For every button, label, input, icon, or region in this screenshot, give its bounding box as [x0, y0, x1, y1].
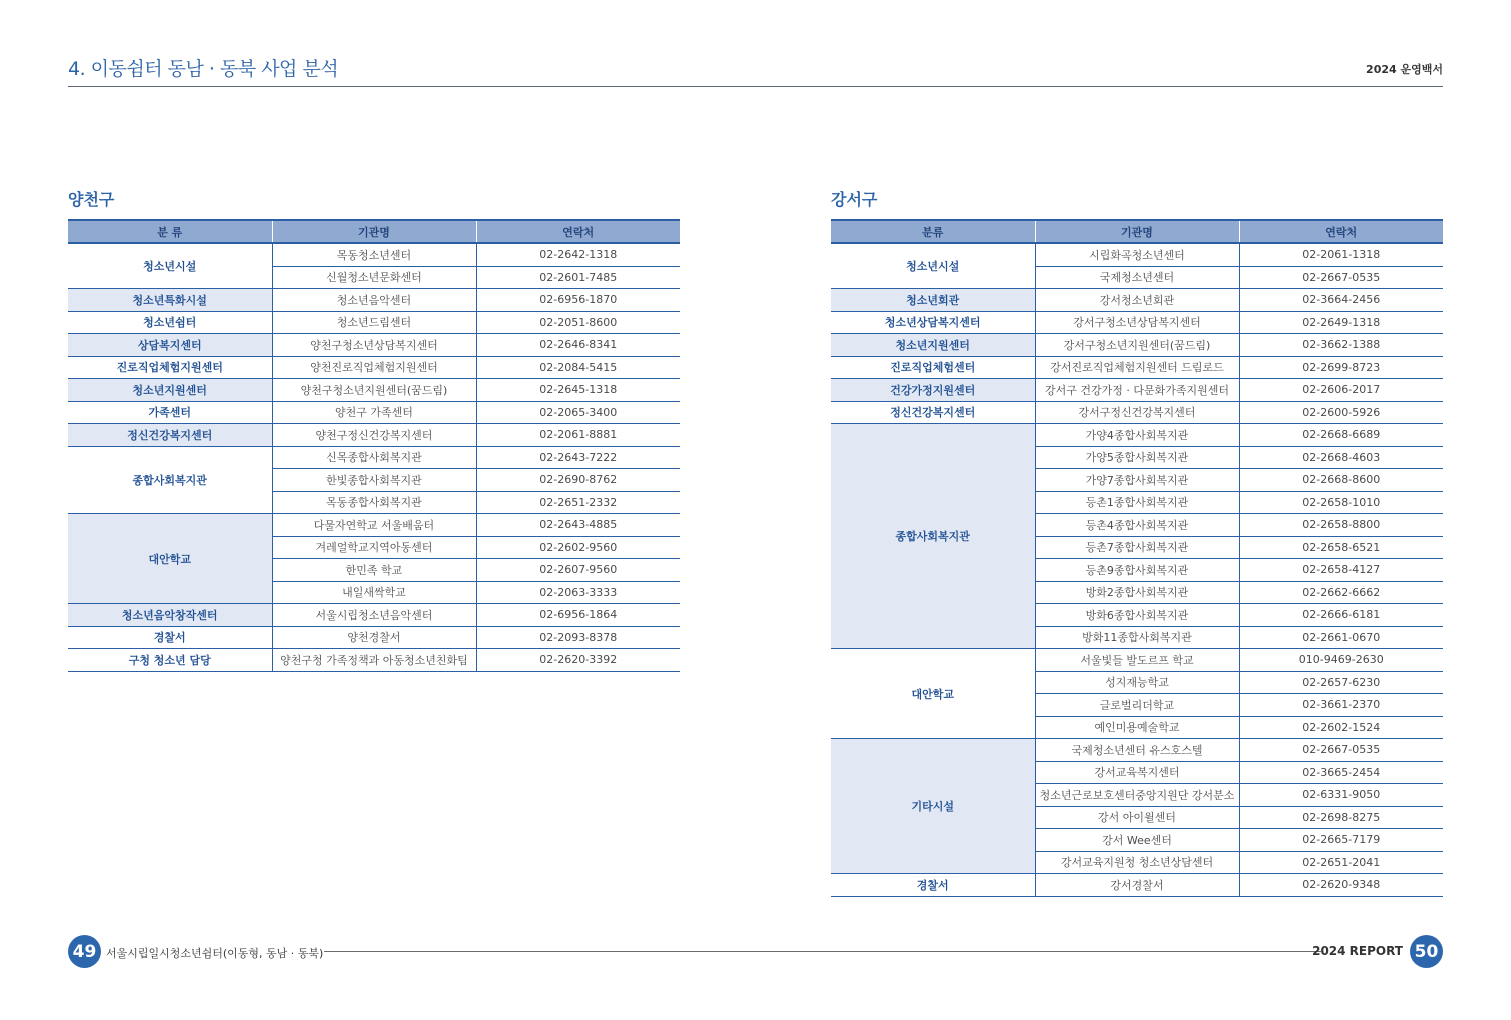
- category-cell: 정신건강복지센터: [68, 424, 272, 447]
- section-title-yangcheon: 양천구: [68, 190, 115, 209]
- phone-number: 02-6956-1864: [476, 604, 680, 627]
- phone-number: 02-2651-2332: [476, 491, 680, 514]
- institution-name: 등촌9종합사회복지관: [1035, 559, 1239, 582]
- table-row: [831, 243, 1443, 266]
- phone-number: 02-2658-6521: [1239, 536, 1443, 559]
- phone-number: 02-2667-0535: [1239, 739, 1443, 762]
- phone-number: 02-2601-7485: [476, 266, 680, 289]
- institution-name: 방화11종합사회복지관: [1035, 626, 1239, 649]
- yangcheon-table: [68, 219, 680, 672]
- gangseo-table: [831, 219, 1443, 897]
- category-cell: 경찰서: [68, 626, 272, 649]
- institution-name: 다물자연학교 서울배움터: [272, 514, 476, 537]
- phone-number: 02-2658-1010: [1239, 491, 1443, 514]
- phone-number: 02-2668-8600: [1239, 469, 1443, 492]
- left-page-number: 49: [68, 935, 101, 968]
- table-row: [68, 311, 680, 334]
- table-row: [68, 424, 680, 447]
- table-row: [831, 356, 1443, 379]
- phone-number: 02-2606-2017: [1239, 379, 1443, 402]
- phone-number: 02-2668-6689: [1239, 424, 1443, 447]
- table-row: [68, 356, 680, 379]
- right-page-number: 50: [1410, 935, 1443, 968]
- column-header-category: 분 류: [68, 220, 272, 243]
- institution-name: 등촌4종합사회복지관: [1035, 514, 1239, 537]
- category-cell: 청소년회관: [831, 289, 1035, 312]
- table-row: [831, 401, 1443, 424]
- table-row: [831, 874, 1443, 897]
- phone-number: 010-9469-2630: [1239, 649, 1443, 672]
- phone-number: 02-2665-7179: [1239, 829, 1443, 852]
- table-row: [68, 379, 680, 402]
- institution-name: 겨레얼학교지역아동센터: [272, 536, 476, 559]
- phone-number: 02-2662-6662: [1239, 581, 1443, 604]
- table-row: [831, 424, 1443, 447]
- phone-number: 02-2602-1524: [1239, 716, 1443, 739]
- phone-number: 02-3662-1388: [1239, 334, 1443, 357]
- institution-name: 등촌7종합사회복지관: [1035, 536, 1239, 559]
- institution-name: 강서경찰서: [1035, 874, 1239, 897]
- category-cell: 경찰서: [831, 874, 1035, 897]
- category-cell: 대안학교: [831, 649, 1035, 739]
- phone-number: 02-2061-8881: [476, 424, 680, 447]
- phone-number: 02-3665-2454: [1239, 761, 1443, 784]
- table-row: [68, 289, 680, 312]
- category-cell: 기타시설: [831, 739, 1035, 874]
- institution-name: 가양4종합사회복지관: [1035, 424, 1239, 447]
- institution-name: 신목종합사회복지관: [272, 446, 476, 469]
- column-header-name: 기관명: [1035, 220, 1239, 243]
- category-cell: 진로직업체험지원센터: [68, 356, 272, 379]
- phone-number: 02-2620-3392: [476, 649, 680, 672]
- phone-number: 02-6331-9050: [1239, 784, 1443, 807]
- table-row: [831, 739, 1443, 762]
- institution-name: 강서교육지원청 청소년상담센터: [1035, 851, 1239, 874]
- table-row: [831, 289, 1443, 312]
- phone-number: 02-2658-8800: [1239, 514, 1443, 537]
- category-cell: 청소년쉼터: [68, 311, 272, 334]
- institution-name: 강서구청소년지원센터(꿈드림): [1035, 334, 1239, 357]
- category-cell: 건강가정지원센터: [831, 379, 1035, 402]
- column-header-phone: 연락처: [1239, 220, 1443, 243]
- institution-name: 강서구정신건강복지센터: [1035, 401, 1239, 424]
- category-cell: 청소년지원센터: [831, 334, 1035, 357]
- phone-number: 02-2649-1318: [1239, 311, 1443, 334]
- phone-number: 02-2666-6181: [1239, 604, 1443, 627]
- category-cell: 종합사회복지관: [831, 424, 1035, 649]
- institution-name: 가양7종합사회복지관: [1035, 469, 1239, 492]
- column-header-phone: 연락처: [476, 220, 680, 243]
- table-row: [68, 401, 680, 424]
- footer-divider: [324, 951, 1321, 952]
- phone-number: 02-2698-8275: [1239, 806, 1443, 829]
- phone-number: 02-2657-6230: [1239, 671, 1443, 694]
- phone-number: 02-2065-3400: [476, 401, 680, 424]
- footer-publication-title: 서울시립일시청소년쉼터(이동형, 동남 · 동북): [106, 947, 324, 960]
- phone-number: 02-3661-2370: [1239, 694, 1443, 717]
- table-row: [68, 514, 680, 537]
- institution-name: 내일새싹학교: [272, 581, 476, 604]
- phone-number: 02-2620-9348: [1239, 874, 1443, 897]
- category-cell: 상담복지센터: [68, 334, 272, 357]
- phone-number: 02-2646-8341: [476, 334, 680, 357]
- institution-name: 양천구청소년지원센터(꿈드림): [272, 379, 476, 402]
- phone-number: 02-2690-8762: [476, 469, 680, 492]
- table-row: [831, 334, 1443, 357]
- institution-name: 청소년드림센터: [272, 311, 476, 334]
- phone-number: 02-2699-8723: [1239, 356, 1443, 379]
- footer-report-label: 2024 REPORT: [1312, 944, 1403, 958]
- institution-name: 한민족 학교: [272, 559, 476, 582]
- table-row: [831, 311, 1443, 334]
- institution-name: 시립화곡청소년센터: [1035, 243, 1239, 266]
- institution-name: 서울시립청소년음악센터: [272, 604, 476, 627]
- phone-number: 02-6956-1870: [476, 289, 680, 312]
- category-cell: 청소년상담복지센터: [831, 311, 1035, 334]
- institution-name: 청소년근로보호센터중앙지원단 강서분소: [1035, 784, 1239, 807]
- institution-name: 서울빛들 발도르프 학교: [1035, 649, 1239, 672]
- phone-number: 02-2061-1318: [1239, 243, 1443, 266]
- column-header-name: 기관명: [272, 220, 476, 243]
- table-row: [68, 649, 680, 672]
- institution-name: 방화2종합사회복지관: [1035, 581, 1239, 604]
- institution-name: 강서교육복지센터: [1035, 761, 1239, 784]
- institution-name: 청소년음악센터: [272, 289, 476, 312]
- institution-name: 목동종합사회복지관: [272, 491, 476, 514]
- phone-number: 02-2093-8378: [476, 626, 680, 649]
- institution-name: 강서청소년회관: [1035, 289, 1239, 312]
- institution-name: 글로벌리더학교: [1035, 694, 1239, 717]
- phone-number: 02-2667-0535: [1239, 266, 1443, 289]
- phone-number: 02-2063-3333: [476, 581, 680, 604]
- institution-name: 한빛종합사회복지관: [272, 469, 476, 492]
- institution-name: 등촌1종합사회복지관: [1035, 491, 1239, 514]
- institution-name: 양천구청 가족정책과 아동청소년친화팀: [272, 649, 476, 672]
- institution-name: 예인미용예술학교: [1035, 716, 1239, 739]
- phone-number: 02-2651-2041: [1239, 851, 1443, 874]
- report-label: 2024 운영백서: [1366, 63, 1443, 76]
- phone-number: 02-2600-5926: [1239, 401, 1443, 424]
- category-cell: 정신건강복지센터: [831, 401, 1035, 424]
- phone-number: 02-2658-4127: [1239, 559, 1443, 582]
- institution-name: 양천구정신건강복지센터: [272, 424, 476, 447]
- institution-name: 강서구 건강가정 · 다문화가족지원센터: [1035, 379, 1239, 402]
- table-row: [68, 604, 680, 627]
- phone-number: 02-2051-8600: [476, 311, 680, 334]
- category-cell: 청소년지원센터: [68, 379, 272, 402]
- phone-number: 02-2643-4885: [476, 514, 680, 537]
- page-title: 4. 이동쉼터 동남 · 동북 사업 분석: [68, 58, 339, 80]
- institution-name: 강서구청소년상담복지센터: [1035, 311, 1239, 334]
- institution-name: 강서진로직업체험지원센터 드림로드: [1035, 356, 1239, 379]
- phone-number: 02-3664-2456: [1239, 289, 1443, 312]
- phone-number: 02-2602-9560: [476, 536, 680, 559]
- category-cell: 청소년특화시설: [68, 289, 272, 312]
- institution-name: 강서 아이윌센터: [1035, 806, 1239, 829]
- section-title-gangseo: 강서구: [831, 190, 878, 209]
- phone-number: 02-2642-1318: [476, 243, 680, 266]
- institution-name: 국제청소년센터: [1035, 266, 1239, 289]
- category-cell: 종합사회복지관: [68, 446, 272, 514]
- table-row: [831, 379, 1443, 402]
- category-cell: 청소년시설: [831, 243, 1035, 289]
- header-divider: [68, 86, 1443, 87]
- table-row: [68, 243, 680, 266]
- institution-name: 성지재능학교: [1035, 671, 1239, 694]
- table-row: [831, 649, 1443, 672]
- institution-name: 강서 Wee센터: [1035, 829, 1239, 852]
- phone-number: 02-2643-7222: [476, 446, 680, 469]
- institution-name: 신월청소년문화센터: [272, 266, 476, 289]
- table-row: [68, 626, 680, 649]
- phone-number: 02-2668-4603: [1239, 446, 1443, 469]
- institution-name: 가양5종합사회복지관: [1035, 446, 1239, 469]
- institution-name: 방화6종합사회복지관: [1035, 604, 1239, 627]
- institution-name: 양천구청소년상담복지센터: [272, 334, 476, 357]
- institution-name: 양천경찰서: [272, 626, 476, 649]
- phone-number: 02-2661-0670: [1239, 626, 1443, 649]
- category-cell: 청소년음악창작센터: [68, 604, 272, 627]
- category-cell: 가족센터: [68, 401, 272, 424]
- column-header-category: 분류: [831, 220, 1035, 243]
- category-cell: 청소년시설: [68, 243, 272, 289]
- institution-name: 국제청소년센터 유스호스텔: [1035, 739, 1239, 762]
- phone-number: 02-2084-5415: [476, 356, 680, 379]
- page-footer: [68, 935, 1443, 969]
- institution-name: 양천진로직업체험지원센터: [272, 356, 476, 379]
- institution-name: 양천구 가족센터: [272, 401, 476, 424]
- table-row: [68, 446, 680, 469]
- category-cell: 진로직업체험센터: [831, 356, 1035, 379]
- phone-number: 02-2607-9560: [476, 559, 680, 582]
- category-cell: 대안학교: [68, 514, 272, 604]
- table-row: [68, 334, 680, 357]
- institution-name: 목동청소년센터: [272, 243, 476, 266]
- category-cell: 구청 청소년 담당: [68, 649, 272, 672]
- phone-number: 02-2645-1318: [476, 379, 680, 402]
